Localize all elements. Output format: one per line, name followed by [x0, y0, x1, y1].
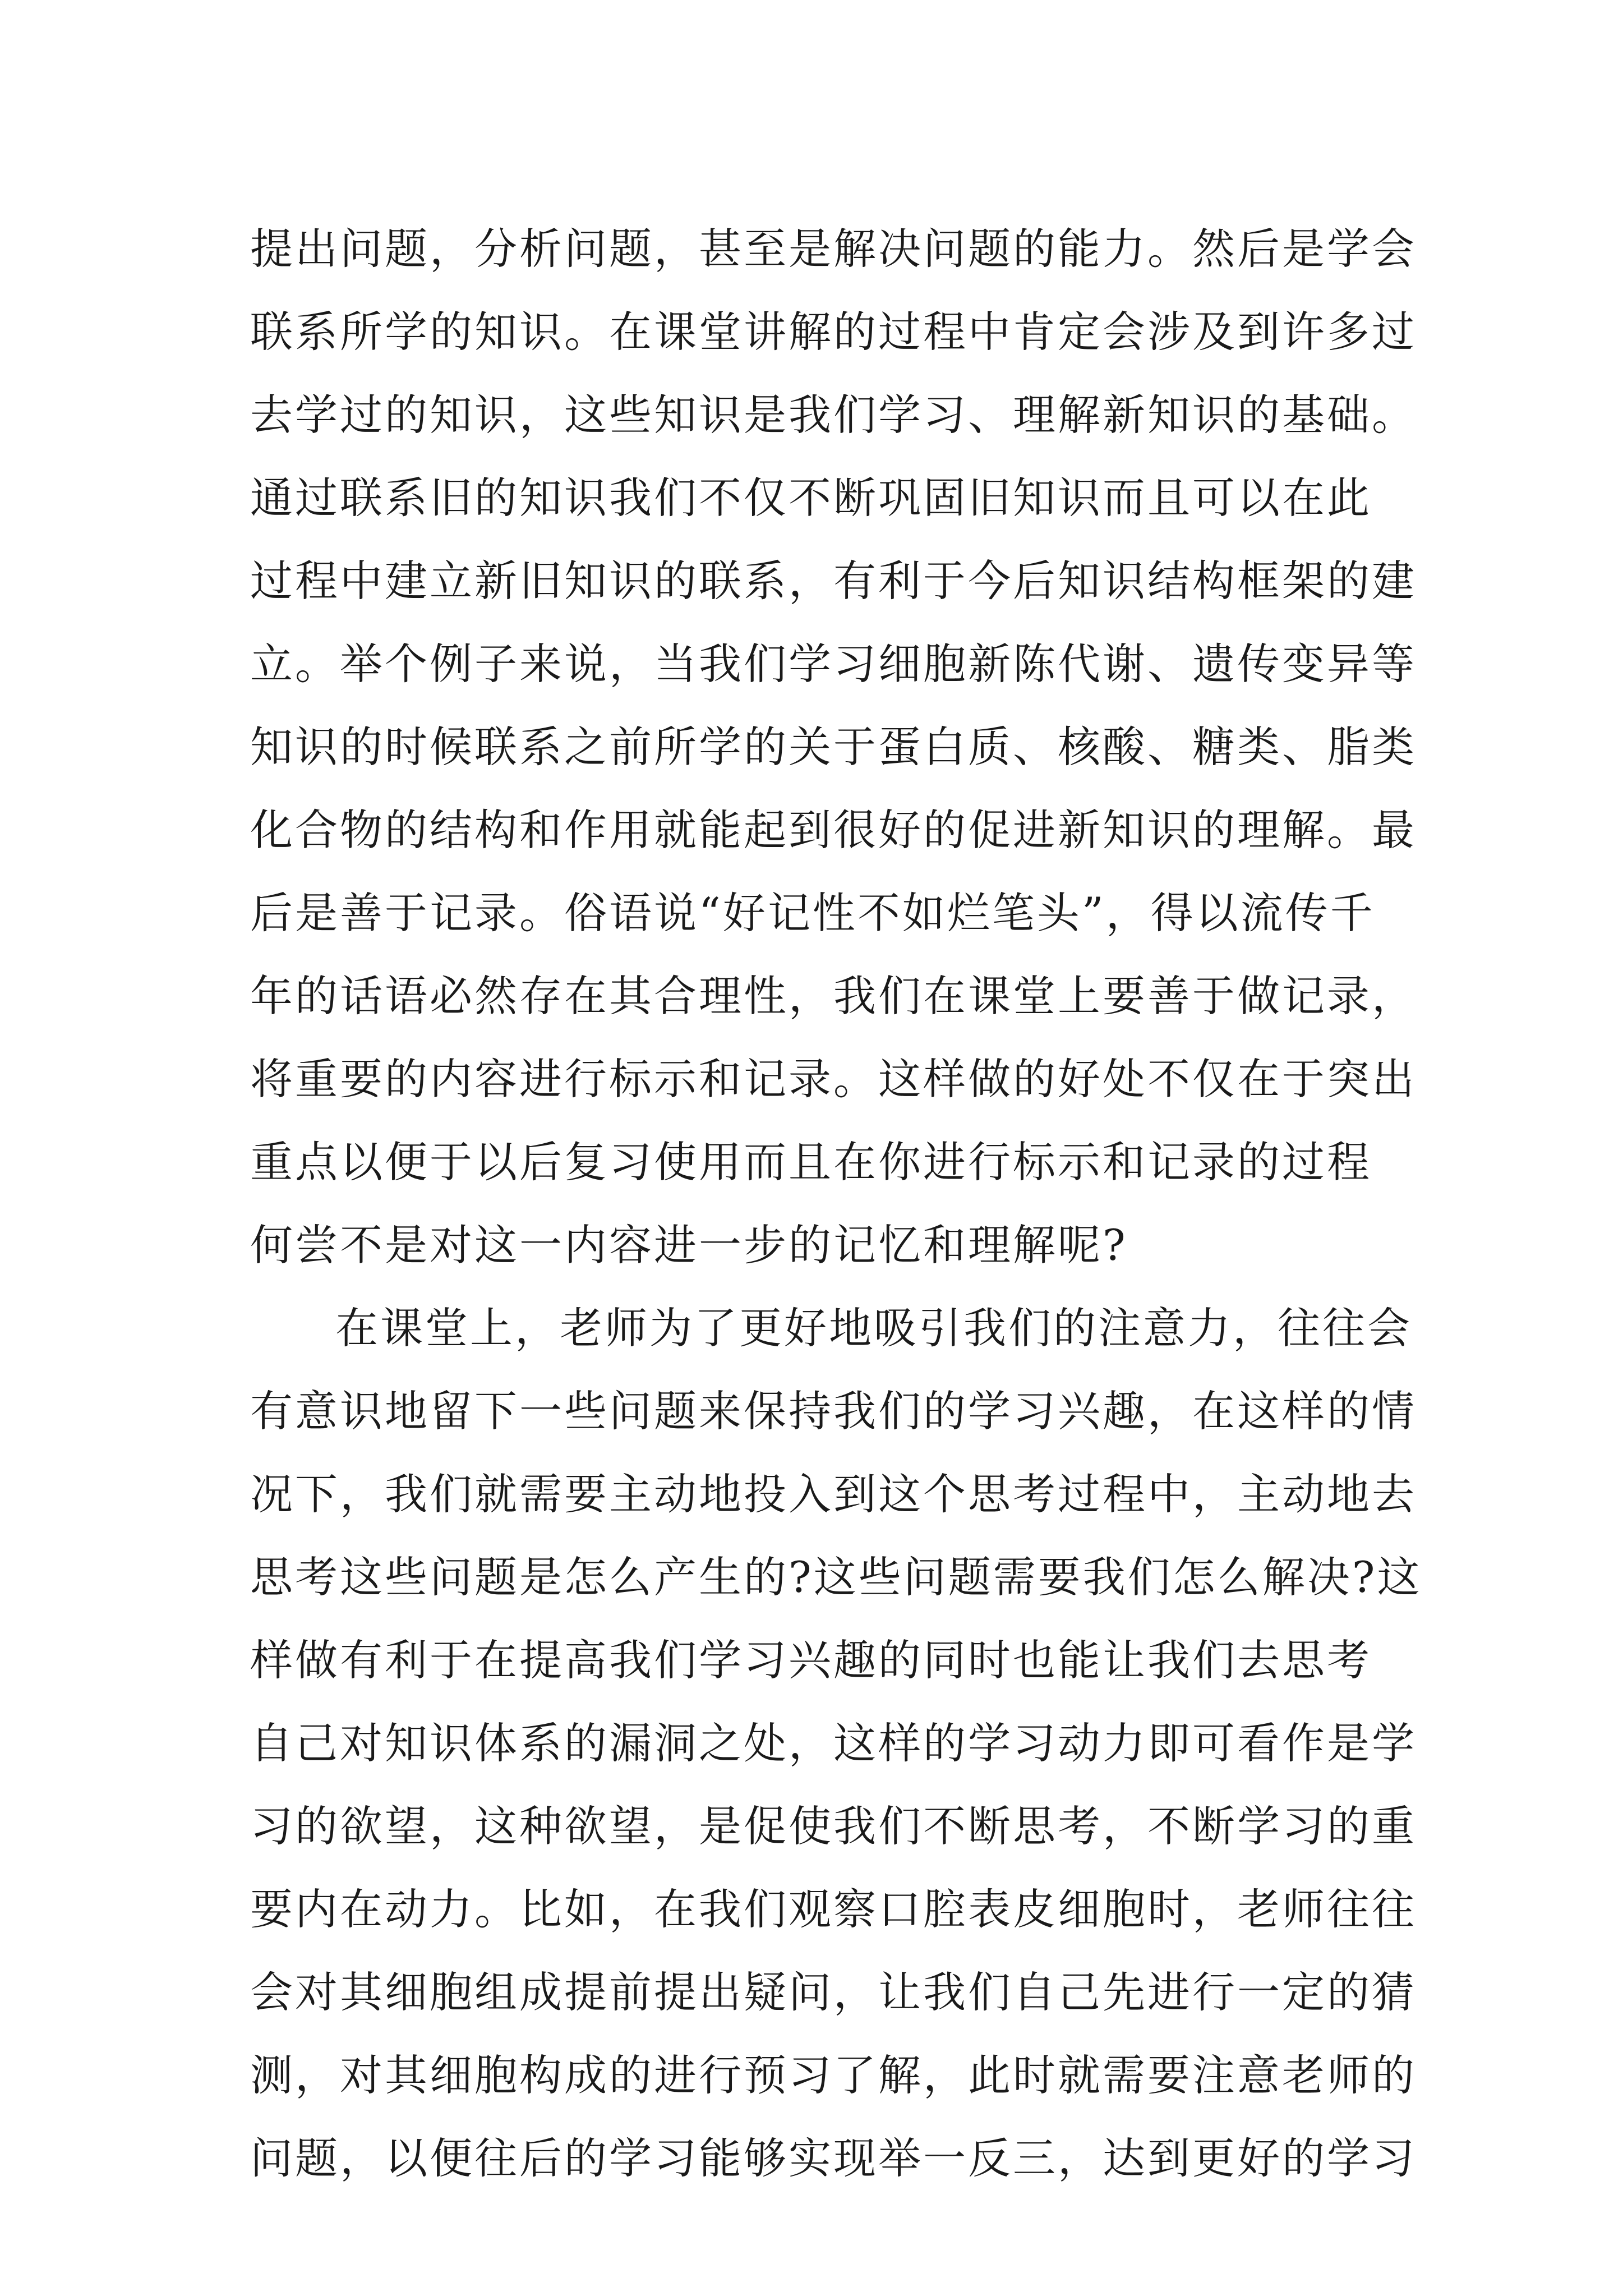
text-line: 问题，以便往后的学习能够实现举一反三，达到更好的学习 [250, 2133, 1417, 2183]
text-line: 立。举个例子来说，当我们学习细胞新陈代谢、遗传变异等 [250, 639, 1417, 689]
text-line: 有意识地留下一些问题来保持我们的学习兴趣，在这样的情 [250, 1386, 1417, 1436]
text-line: 要内在动力。比如，在我们观察口腔表皮细胞时，老师往往 [250, 1884, 1417, 1934]
text-line: 样做有利于在提高我们学习兴趣的同时也能让我们去思考 [250, 1635, 1372, 1685]
text-line: 后是善于记录。俗语说“好记性不如烂笔头”，得以流传千 [250, 888, 1375, 938]
paragraph-start-line: 在课堂上，老师为了更好地吸引我们的注意力，往往会 [335, 1303, 1412, 1353]
text-line: 年的话语必然存在其合理性，我们在课堂上要善于做记录， [250, 971, 1417, 1021]
text-line: 习的欲望，这种欲望，是促使我们不断思考，不断学习的重 [250, 1801, 1417, 1851]
text-line: 提出问题，分析问题，甚至是解决问题的能力。然后是学会 [250, 224, 1417, 274]
text-line: 联系所学的知识。在课堂讲解的过程中肯定会涉及到许多过 [250, 307, 1417, 357]
text-line: 何尝不是对这一内容进一步的记忆和理解呢? [250, 1220, 1128, 1270]
text-line: 将重要的内容进行标示和记录。这样做的好处不仅在于突出 [250, 1054, 1417, 1104]
text-line: 重点以便于以后复习使用而且在你进行标示和记录的过程 [250, 1137, 1372, 1187]
text-line: 化合物的结构和作用就能起到很好的促进新知识的理解。最 [250, 805, 1417, 855]
text-line: 会对其细胞组成提前提出疑问，让我们自己先进行一定的猜 [250, 1967, 1417, 2017]
text-line: 自己对知识体系的漏洞之处，这样的学习动力即可看作是学 [250, 1718, 1417, 1768]
text-line: 通过联系旧的知识我们不仅不断巩固旧知识而且可以在此 [250, 473, 1372, 523]
text-line: 况下，我们就需要主动地投入到这个思考过程中，主动地去 [250, 1469, 1417, 1519]
text-line: 去学过的知识，这些知识是我们学习、理解新知识的基础。 [250, 390, 1417, 440]
text-line: 思考这些问题是怎么产生的?这些问题需要我们怎么解决?这 [250, 1552, 1422, 1602]
text-line: 测，对其细胞构成的进行预习了解，此时就需要注意老师的 [250, 2050, 1417, 2100]
text-line: 过程中建立新旧知识的联系，有利于今后知识结构框架的建 [250, 556, 1417, 606]
body-text [250, 208, 1422, 2200]
text-line: 知识的时候联系之前所学的关于蛋白质、核酸、糖类、脂类 [250, 722, 1417, 772]
